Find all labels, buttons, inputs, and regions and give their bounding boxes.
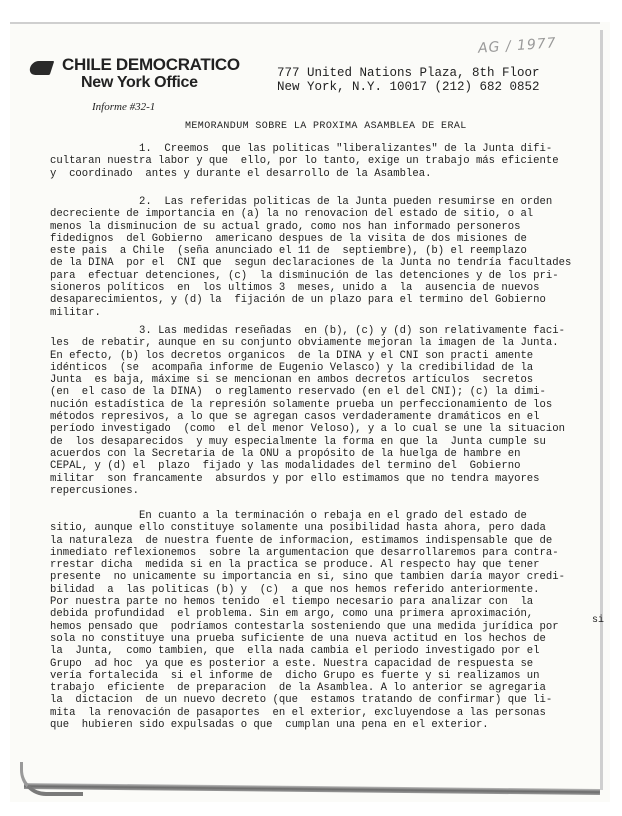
address-line: New York, N.Y. 10017 (212) 682 0852 xyxy=(277,80,540,94)
page-edge-top xyxy=(10,22,600,24)
paragraph: 2. Las referidas politicas de la Junta pueden resumirse en orden decreciente de importancia en (a) la no renovacion del estado de sitio, o al menos la disminucion de su actual grado, como nos han informado personeros fidedignos del Gobierno americano despues de la visita de dos misiones de este pais a Chile (seña anunciado el 11 de septiembre), (b) el reemplazo de la DINA por el CNI que segun declaraciones de la Junta no tendría facultades para efectuar detenciones, (c) la disminución de las detenciones y de los pri- sioneros políticos en los ultimos 3 meses, unido a la ausencia de nuevos desaparecimientos, y (d) la fijación de un plazo para el termino del Gobierno militar. xyxy=(50,196,572,319)
office-name: New York Office xyxy=(81,74,198,91)
address-line: 777 United Nations Plaza, 8th Floor xyxy=(277,66,540,80)
page-edge-right xyxy=(600,30,603,790)
org-name: CHILE DEMOCRATICO xyxy=(62,55,240,74)
memo-title: MEMORANDUM SOBRE LA PROXIMA ASAMBLEA DE ERAL xyxy=(185,121,467,132)
paragraph: En cuanto a la terminación o rebaja en el grado del estado de sitio, aunque ello constituye solamente una posibilidad hasta ahora, pero dada la naturaleza de nuestra fuente de informacion, estimamos indispensable que de inmediato reflexionemos sobre la argumentacion que desarrollaremos para contra- rrestar dicha medida si en la practica se produce. Al respecto hay que tener presente no unicamente su importancia en si, sino que tambien daría mayor credi- bilidad a las politicas (b) y (c) a que nos hemos referido anteriormente. Por nuestra parte no hemos tenido el tiempo necesario para analizar con la debida profundidad el problema. Sin em argo, como una primera aproximación, hemos pensado que podríamos contestarla sosteniendo que una medida jurídica por sola no constituye una prueba suficiente de una nueva actitud en los hechos de la Junta, como tambien, que ella nada cambia el periodo investigado por el Grupo ad hoc ya que es posterior a este. Nuestra capacidad de respuesta se vería fortalecida si el informe de dicho Grupo es fuerte y si realizamos un trabajo eficiente de preparacion de la Asamblea. A lo anterior se agregaria la dictacion de un nuevo decreto (que estamos tratando de confirmar) que li- mita la renovación de pasaportes en el exterior, excluyendose a las personas que hubieren sido expulsadas o que cumplan una pena en el exterior. xyxy=(50,510,565,732)
handwritten-note: AG / 1977 xyxy=(477,35,558,57)
paragraph: 3. Las medidas reseñadas en (b), (c) y (d) son relativamente faci- les de rebatir, aunque en su conjunto obviamente mejoran la imagen de la Junta. En efecto, (b) los decretos organicos de la DINA y el CNI son practi amente idénticos (se acompaña informe de Eugenio Velasco) y la credibilidad de la Junta es baja, máxime si se mencionan en ambos decretos artículos secretos (en el caso de la DINA) o reglamento reservado (en el del CNI); (c) la dimi- nución estadística de la represión solamente prueba un perfeccionamiento de los métodos represivos, a lo que se agregan casos verdaderamente dramáticos en el período investigado (como el del menor Veloso), y a lo cual se une la situacion de los desaparecidos y muy especialmente la forma en que la Junta cumple su acuerdos con la Secretaria de la ONU a propósito de la huelga de hambre en CEPAL, y (d) el plazo fijado y las modalidades del termino del Gobierno militar son francamente absurdos y por ello estimamos que no tendra mayores repercusiones. xyxy=(50,325,565,497)
flag-icon xyxy=(28,61,55,75)
margin-note: si xyxy=(592,615,605,626)
paragraph: 1. Creemos que las politicas "liberalizantes" de la Junta difi- cultaran nuestra labor y que ello, por lo tanto, exige un trabajo más eficiente y coordinado antes y durante el desarrollo de la Asamblea. xyxy=(50,143,559,180)
report-number: Informe #32-1 xyxy=(92,101,156,113)
letterhead-address xyxy=(277,66,540,94)
